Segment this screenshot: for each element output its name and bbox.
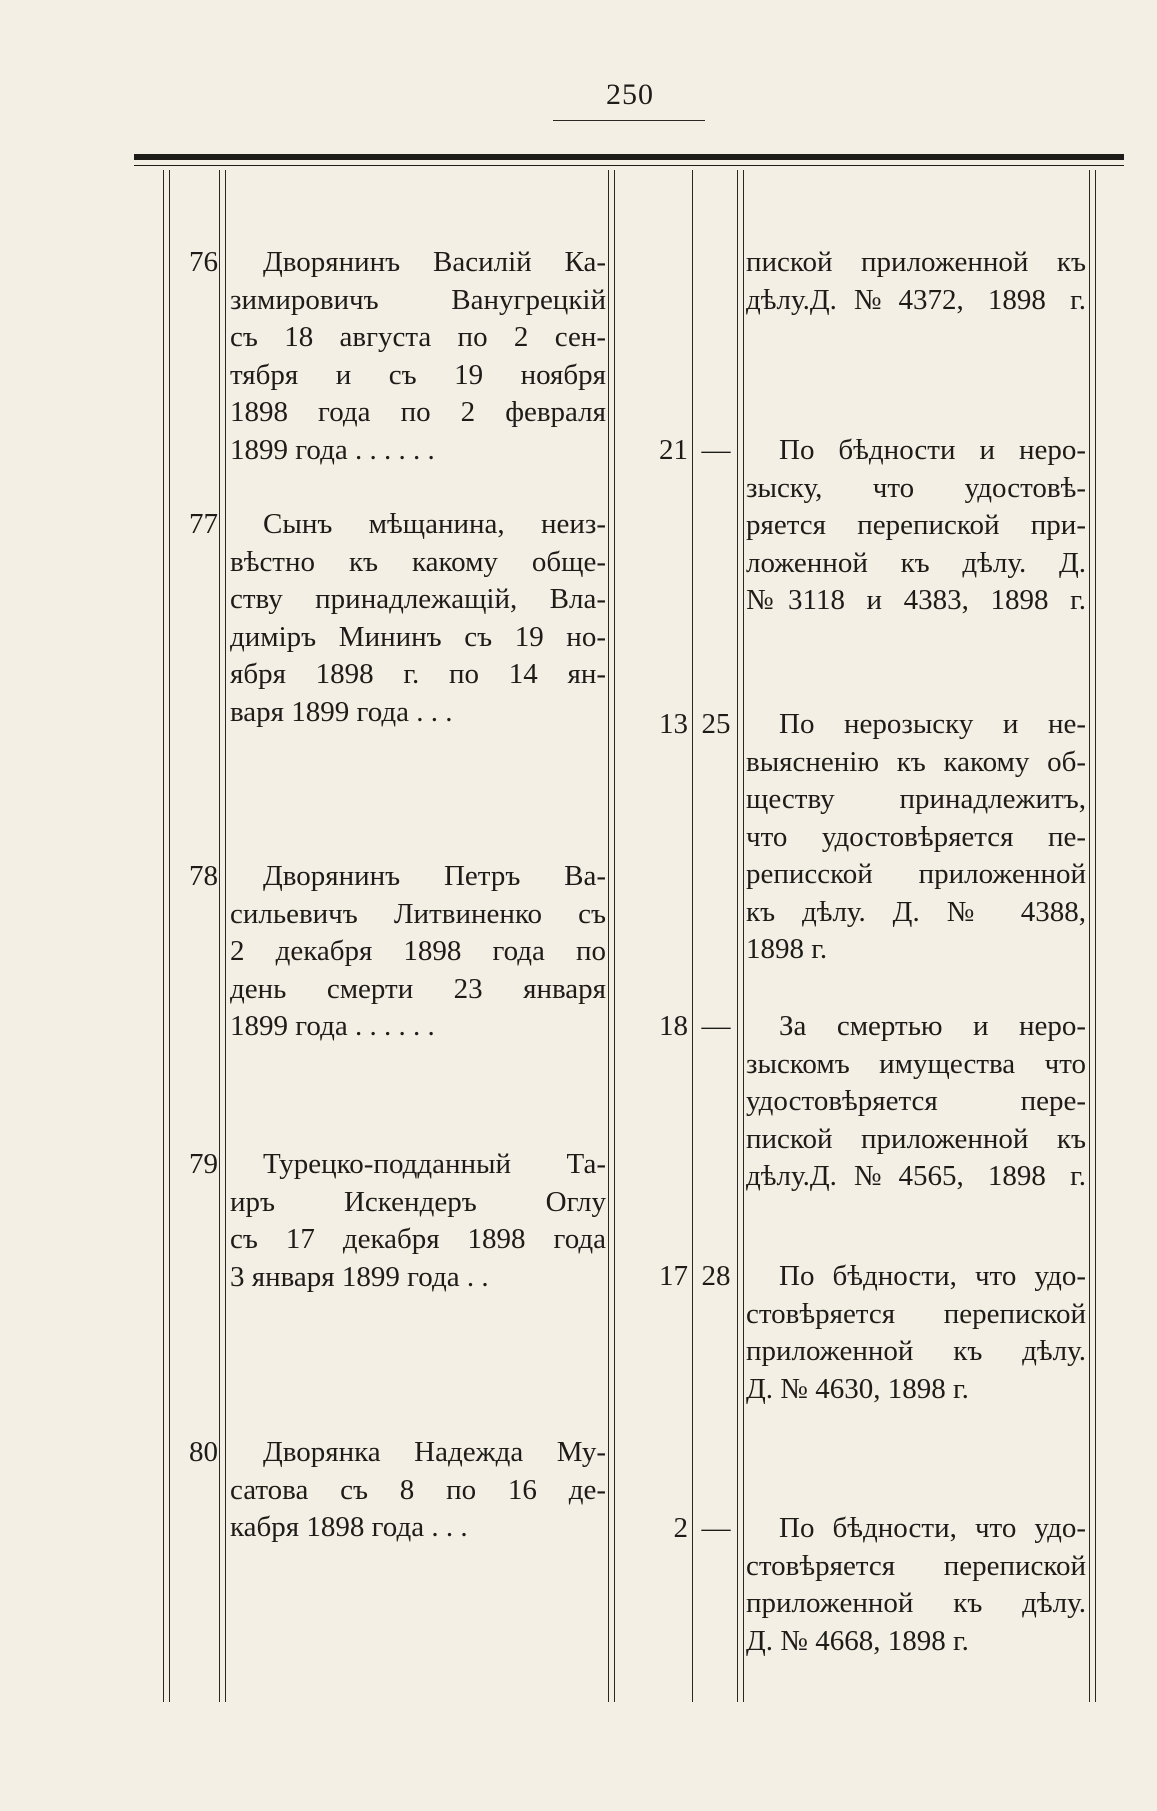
reason-line: зыску, что удостовѣ- (746, 471, 1086, 504)
reason-cell-continued (746, 244, 1086, 319)
reason-line: стовѣряется перепиской (746, 1297, 1086, 1330)
description-line: Сынъ мѣщанина, неиз- (263, 508, 606, 540)
description-line: съ 18 августа по 2 сен- (230, 321, 606, 353)
row-amount-rubles-79: 17 (659, 1260, 688, 1292)
row-description-77 (230, 506, 606, 731)
column-rule-right (1089, 170, 1090, 1702)
row-amount-kopecks-78: — (701, 1010, 731, 1042)
column-rule-number (219, 170, 220, 1702)
row-number-80: 80 (189, 1436, 218, 1468)
description-line: вѣстно къ какому обще- (230, 545, 606, 578)
reason-line: удостовѣряется пере- (746, 1085, 1086, 1117)
reason-line: Д. № 4630, 1898 г. (746, 1372, 969, 1405)
row-description-80 (230, 1434, 606, 1547)
reason-line: приложенной къ дѣлу. (746, 1587, 1086, 1619)
row-amount-rubles-78: 18 (659, 1010, 688, 1042)
reason-cell-79 (746, 1258, 1086, 1408)
reason-line: пиской приложенной къ (746, 246, 1086, 278)
reason-line: дѣлу.Д.№4565, 1898 г. (746, 1160, 1086, 1192)
description-line: Дворянинъ Петръ Ва- (263, 860, 606, 892)
reason-line: ложенной къ дѣлу. Д. (746, 546, 1086, 579)
reason-line: По бѣдности, что удо- (779, 1512, 1086, 1544)
description-line: 1899 года . . . . . . (230, 1010, 435, 1042)
row-amount-kopecks-76: — (701, 434, 731, 466)
row-amount-kopecks-77: 25 (701, 708, 731, 740)
reason-cell-77 (746, 706, 1086, 969)
description-line: сильевичъ Литвиненко съ (230, 897, 606, 930)
row-description-79 (230, 1146, 606, 1296)
reason-line: стовѣряется перепиской (746, 1549, 1086, 1582)
reason-line: реписской приложенной (746, 858, 1086, 890)
description-line: Дворянка Надежда Му- (263, 1436, 606, 1468)
row-description-76 (230, 244, 606, 469)
description-line: 3 января 1899 года . . (230, 1260, 489, 1293)
reason-line: ряется перепиской при- (746, 509, 1086, 541)
description-line: 2 декабря 1898 года по (230, 935, 606, 967)
table-top-rule (134, 154, 1124, 160)
description-line: варя 1899 года . . . (230, 695, 453, 728)
page-number: 250 (606, 78, 654, 111)
description-line: Турецко-подданный Та- (263, 1148, 606, 1180)
description-line: 1899 года . . . . . . (230, 433, 435, 466)
row-amount-rubles-80: 2 (673, 1512, 688, 1544)
column-rule-description (608, 170, 609, 1702)
description-line: 1898 года по 2 февраля (230, 396, 606, 428)
row-description-78 (230, 858, 606, 1046)
description-line: тября и съ 19 ноября (230, 358, 606, 391)
reason-cell-80 (746, 1510, 1086, 1660)
reason-line: выясненію къ какому об- (746, 745, 1086, 778)
reason-line: зыскомъ имущества что (746, 1047, 1086, 1080)
row-number-78: 78 (189, 860, 218, 892)
reason-line: что удостовѣряется пе- (746, 820, 1086, 853)
reason-cell-76 (746, 432, 1086, 620)
reason-line: По бѣдности и неро- (779, 434, 1086, 466)
row-amount-kopecks-80: — (701, 1512, 731, 1544)
reason-line: къ дѣлу. Д. № 4388, (746, 895, 1086, 928)
reason-line: По нерозыску и не- (779, 708, 1086, 740)
reason-line: ществу принадлежитъ, (746, 783, 1086, 815)
description-line: съ 17 декабря 1898 года (230, 1223, 606, 1255)
description-line: кабря 1898 года . . . (230, 1511, 468, 1543)
table-top-rule-thin (134, 165, 1124, 166)
reason-line: Д. № 4668, 1898 г. (746, 1624, 969, 1657)
description-line: ября 1898 г. по 14 ян- (230, 658, 606, 690)
description-line: зимировичъ Ванугрецкій (230, 283, 606, 316)
reason-line: 1898 г. (746, 933, 828, 965)
reason-line: пиской приложенной къ (746, 1122, 1086, 1155)
description-line: ству принадлежащій, Вла- (230, 583, 606, 615)
reason-line: За смертью и неро- (779, 1010, 1086, 1042)
row-amount-rubles-76: 21 (659, 434, 688, 466)
reason-line: №3118 и 4383, 1898 г. (746, 584, 1086, 616)
description-line: день смерти 23 января (230, 972, 606, 1005)
column-rule-kopecks (737, 170, 738, 1702)
description-line: сатова съ 8 по 16 де- (230, 1473, 606, 1506)
description-line: димiръ Мининъ съ 19 но- (230, 620, 606, 653)
reason-line: дѣлу.Д.№4372, 1898 г. (746, 283, 1086, 316)
row-amount-kopecks-79: 28 (701, 1260, 731, 1292)
page-number-rule (553, 120, 705, 121)
reason-cell-78 (746, 1008, 1086, 1196)
description-line: Дворянинъ Василій Ка- (263, 246, 606, 278)
row-number-76: 76 (189, 246, 218, 278)
reason-line: По бѣдности, что удо- (779, 1260, 1086, 1292)
column-rule-left (163, 170, 164, 1702)
row-number-77: 77 (189, 508, 218, 540)
row-amount-rubles-77: 13 (659, 708, 688, 740)
row-number-79: 79 (189, 1148, 218, 1180)
column-rule-amount (692, 170, 693, 1702)
reason-line: приложенной къ дѣлу. (746, 1335, 1086, 1367)
description-line: иръ Искендеръ Оглу (230, 1185, 606, 1218)
